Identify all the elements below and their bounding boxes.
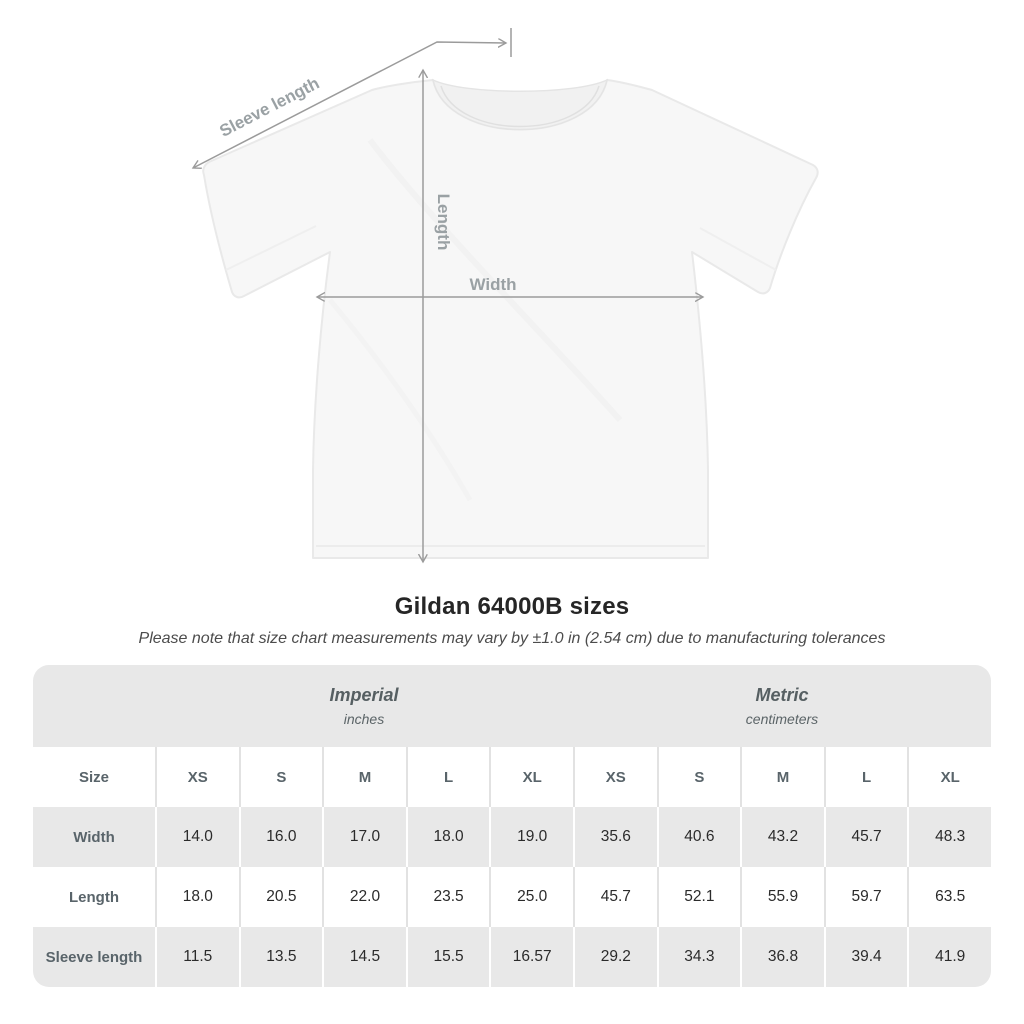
sleeve-metric-xl: 41.9 (907, 927, 991, 987)
width-metric-xl: 48.3 (907, 807, 991, 867)
width-imperial-m: 17.0 (322, 807, 406, 867)
length-imperial-m: 22.0 (322, 867, 406, 927)
sleeve-metric-xs: 29.2 (573, 927, 657, 987)
width-metric-m: 43.2 (740, 807, 824, 867)
col-header-imperial-s: S (239, 747, 323, 807)
metric-label: Metric (755, 685, 809, 705)
size-column-header: Size (33, 747, 155, 807)
col-header-imperial-m: M (322, 747, 406, 807)
sleeve-metric-l: 39.4 (824, 927, 908, 987)
col-header-metric-xl: XL (907, 747, 991, 807)
sleeve-imperial-m: 14.5 (322, 927, 406, 987)
row-label-width: Width (33, 807, 155, 867)
length-metric-m: 55.9 (740, 867, 824, 927)
length-label: Length (434, 193, 453, 251)
length-imperial-l: 23.5 (406, 867, 490, 927)
length-imperial-xs: 18.0 (155, 867, 239, 927)
length-imperial-s: 20.5 (239, 867, 323, 927)
col-header-metric-s: S (657, 747, 741, 807)
row-label-sleeve-length: Sleeve length (33, 927, 155, 987)
sleeve-metric-m: 36.8 (740, 927, 824, 987)
width-imperial-xl: 19.0 (489, 807, 573, 867)
sleeve-imperial-xs: 11.5 (155, 927, 239, 987)
tshirt-image (203, 80, 817, 558)
length-metric-xl: 63.5 (907, 867, 991, 927)
width-imperial-s: 16.0 (239, 807, 323, 867)
page-title: Gildan 64000B sizes (394, 593, 630, 620)
length-metric-l: 59.7 (824, 867, 908, 927)
width-metric-s: 40.6 (657, 807, 741, 867)
width-metric-xs: 35.6 (573, 807, 657, 867)
sleeve-imperial-l: 15.5 (406, 927, 490, 987)
col-header-imperial-l: L (406, 747, 490, 807)
length-metric-s: 52.1 (657, 867, 741, 927)
imperial-units: inches (343, 711, 385, 727)
length-imperial-xl: 25.0 (489, 867, 573, 927)
width-imperial-l: 18.0 (406, 807, 490, 867)
imperial-header (155, 665, 573, 747)
band-corner (33, 665, 155, 747)
size-table (33, 665, 991, 987)
row-label-length: Length (33, 867, 155, 927)
width-metric-l: 45.7 (824, 807, 908, 867)
width-label: Width (469, 275, 517, 294)
col-header-metric-l: L (824, 747, 908, 807)
col-header-metric-xs: XS (573, 747, 657, 807)
metric-units: centimeters (745, 711, 819, 727)
metric-header (573, 665, 991, 747)
sleeve-length-label: Sleeve length (216, 73, 323, 141)
col-header-imperial-xs: XS (155, 747, 239, 807)
length-metric-xs: 45.7 (573, 867, 657, 927)
sleeve-imperial-s: 13.5 (239, 927, 323, 987)
sleeve-imperial-xl: 16.57 (489, 927, 573, 987)
col-header-metric-m: M (740, 747, 824, 807)
sleeve-metric-s: 34.3 (657, 927, 741, 987)
width-imperial-xs: 14.0 (155, 807, 239, 867)
tolerance-note: Please note that size chart measurements may vary by ±1.0 in (2.54 cm) due to manufacturing tolerances (138, 630, 886, 647)
col-header-imperial-xl: XL (489, 747, 573, 807)
imperial-label: Imperial (329, 685, 399, 705)
